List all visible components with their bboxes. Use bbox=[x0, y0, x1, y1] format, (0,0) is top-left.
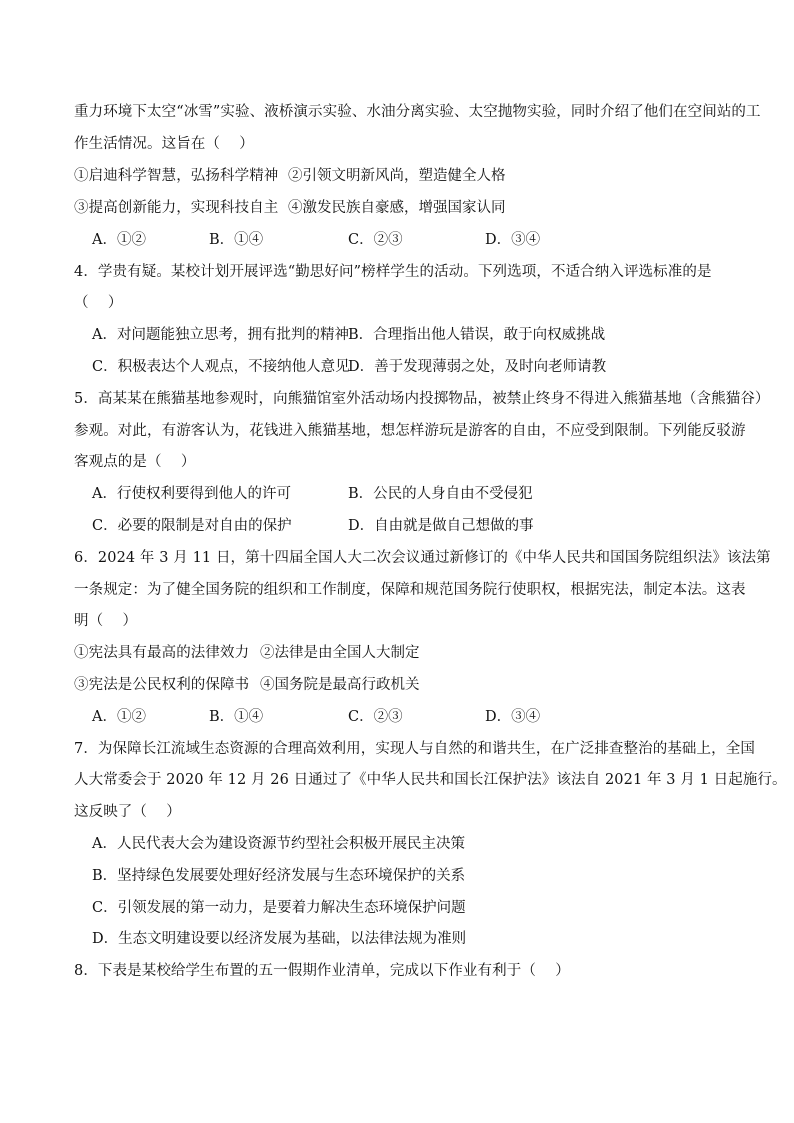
q6-stem-line-3: 明（ ） bbox=[74, 613, 138, 629]
q7-option-a: A．人民代表大会为建设资源节约型社会积极开展民主决策 bbox=[92, 836, 465, 852]
q6-item-4: ④国务院是最高行政机关 bbox=[260, 677, 420, 693]
q6-item-3: ③宪法是公民权利的保障书 bbox=[74, 677, 250, 693]
q8-stem-line-1: 8．下表是某校给学生布置的五一假期作业清单，完成以下作业有利于（ ） bbox=[74, 963, 570, 979]
q3-item-4: ④激发民族自豪感，增强国家认同 bbox=[288, 200, 506, 216]
q3-option-a: A．①② bbox=[92, 232, 146, 248]
q3-item-3: ③提高创新能力，实现科技自主 bbox=[74, 200, 279, 216]
q6-option-a: A．①② bbox=[92, 709, 146, 725]
q6-stem-line-2: 一条规定：为了健全国务院的组织和工作制度，保障和规范国务院行使职权，根据宪法，制定本法。这表 bbox=[74, 582, 746, 598]
q5-stem-line-1: 5．高某某在熊猫基地参观时，向熊猫馆室外活动场内投掷物品，被禁止终身不得进入熊猫基地（含熊猫谷） bbox=[74, 391, 770, 407]
q6-option-b: B．①④ bbox=[209, 709, 264, 725]
q7-stem-line-1: 7．为保障长江流域生态资源的合理高效利用，实现人与自然的和谐共生，在广泛排查整治的基础上，全国 bbox=[74, 741, 755, 757]
q3-stem-line-1: 重力环境下太空“冰雪”实验、液桥演示实验、水油分离实验、太空抛物实验，同时介绍了他们在空间站的工 bbox=[74, 104, 761, 120]
q4-option-b: B．合理指出他人错误，敢于向权威挑战 bbox=[348, 327, 606, 343]
q6-stem-line-1: 6．2024 年 3 月 11 日，第十四届全国人大二次会议通过新修订的《中华人民共和国国务院组织法》该法第 bbox=[74, 550, 771, 566]
q5-option-d: D．自由就是做自己想做的事 bbox=[348, 518, 534, 534]
q4-option-a: A．对问题能独立思考，拥有批判的精神 bbox=[92, 327, 349, 343]
q4-option-d: D．善于发现薄弱之处，及时向老师请教 bbox=[348, 359, 607, 375]
q3-stem-line-2: 作生活情况。这旨在（ ） bbox=[74, 136, 254, 152]
q7-stem-line-3: 这反映了（ ） bbox=[74, 804, 181, 820]
q3-option-b: B．①④ bbox=[209, 232, 264, 248]
q7-option-d: D．生态文明建设要以经济发展为基础，以法律法规为准则 bbox=[92, 931, 467, 947]
q6-item-1: ①宪法具有最高的法律效力 bbox=[74, 645, 250, 661]
q7-option-b: B．坚持绿色发展要处理好经济发展与生态环境保护的关系 bbox=[92, 868, 466, 884]
q4-option-c: C．积极表达个人观点，不接纳他人意见 bbox=[92, 359, 350, 375]
q6-item-2: ②法律是由全国人大制定 bbox=[260, 645, 420, 661]
q5-stem-line-2: 参观。对此，有游客认为，花钱进入熊猫基地，想怎样游玩是游客的自由，不应受到限制。下列能反驳游 bbox=[74, 423, 746, 439]
q7-stem-line-2: 人大常委会于 2020 年 12 月 26 日通过了《中华人民共和国长江保护法》该法自 2021 年 3 月 1 日起施行。 bbox=[74, 772, 787, 788]
q6-option-c: C．②③ bbox=[348, 709, 403, 725]
q5-stem-line-3: 客观点的是（ ） bbox=[74, 454, 196, 470]
q4-stem-line-2: （ ） bbox=[74, 295, 123, 311]
q5-option-b: B．公民的人身自由不受侵犯 bbox=[348, 486, 533, 502]
q7-option-c: C．引领发展的第一动力，是要着力解决生态环境保护问题 bbox=[92, 900, 466, 916]
q3-item-1: ①启迪科学智慧，弘扬科学精神 bbox=[74, 168, 279, 184]
q3-option-c: C．②③ bbox=[348, 232, 403, 248]
q5-option-c: C．必要的限制是对自由的保护 bbox=[92, 518, 292, 534]
q4-stem-line-1: 4．学贵有疑。某校计划开展评选“勤思好问”榜样学生的活动。下列选项，不适合纳入评选标准的是 bbox=[74, 264, 712, 280]
q3-option-d: D．③④ bbox=[485, 232, 541, 248]
q6-option-d: D．③④ bbox=[485, 709, 541, 725]
q5-option-a: A．行使权利要得到他人的许可 bbox=[92, 486, 291, 502]
q3-item-2: ②引领文明新风尚，塑造健全人格 bbox=[288, 168, 506, 184]
